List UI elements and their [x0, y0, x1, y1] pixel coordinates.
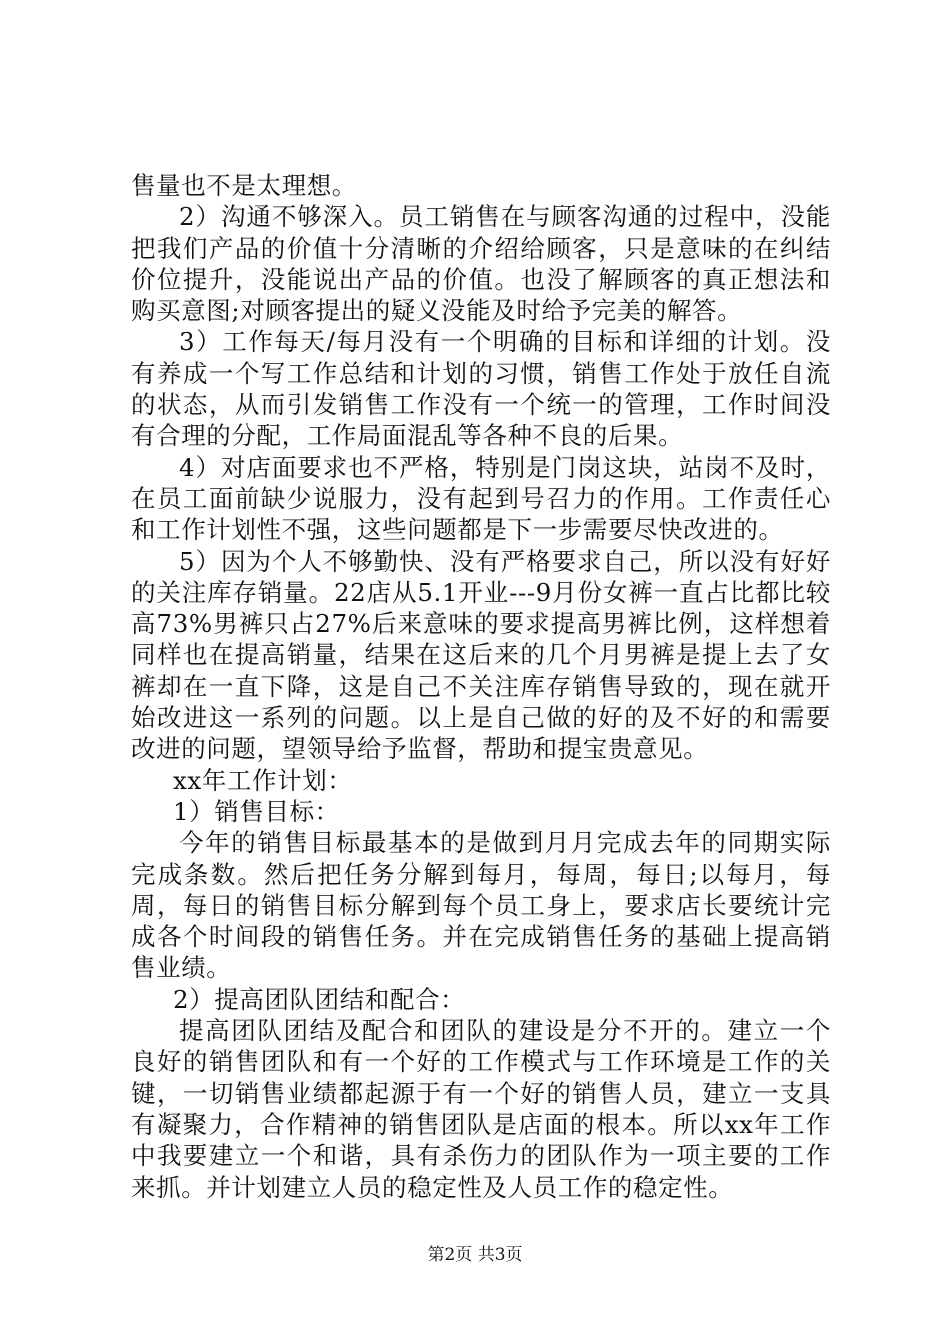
paragraph-teamwork: 提高团队团结及配合和团队的建设是分不开的。建立一个良好的销售团队和有一个好的工作模式与工作环境是工作的关键，一切销售业绩都起源于有一个好的销售人员，建立一支具有凝聚力，合作精神的销售团队是店面的根本。所以xx年工作中我要建立一个和谐，具有杀伤力的团队作为一项主要的工作来抓。并计划建立人员的稳定性及人员工作的稳定性。 [131, 1016, 831, 1202]
document-body [131, 170, 831, 1203]
heading-work-plan: xx年工作计划： [173, 765, 353, 795]
page-footer: 第2页 共3页 [427, 1245, 523, 1265]
paragraph-sales-target: 今年的销售目标最基本的是做到月月完成去年的同期实际完成条数。然后把任务分解到每月，每周，每日;以每月，每周，每日的销售目标分解到每个员工身上，要求店长要统计完成各个时间段的销售任务。并在完成销售任务的基础上提高销售业绩。 [131, 828, 831, 983]
heading-teamwork: 2）提高团队团结和配合： [173, 984, 466, 1014]
paragraph-inventory: 5）因为个人不够勤快、没有严格要求自己，所以没有好好的关注库存销量。22店从5.1开业---9月份女裤一直占比都比较高73%男裤只占27%后来意味的要求提高男裤比例，这样想着同样也在提高销量，结果在这后来的几个月男裤是提上去了女裤却在一直下降，这是自己不关注库存销售导致的，现在就开始改进这一系列的问题。以上是自己做的好的及不好的和需要改进的问题，望领导给予监督，帮助和提宝贵意见。 [131, 546, 831, 764]
heading-sales-target: 1）销售目标： [173, 796, 340, 826]
paragraph-continuation: 售量也不是太理想。 [131, 171, 357, 200]
paragraph-communication: 2）沟通不够深入。员工销售在与顾客沟通的过程中，没能把我们产品的价值十分清晰的介绍给顾客，只是意味的在纠结价位提升，没能说出产品的价值。也没了解顾客的真正想法和购买意图;对顾客提出的疑义没能及时给予完美的解答。 [131, 202, 831, 326]
paragraph-planning: 3）工作每天/每月没有一个明确的目标和详细的计划。没有养成一个写工作总结和计划的习惯，销售工作处于放任自流的状态，从而引发销售工作没有一个统一的管理，工作时间没有合理的分配，工作局面混乱等各种不良的后果。 [131, 327, 831, 451]
paragraph-store-requirements: 4）对店面要求也不严格，特别是门岗这块，站岗不及时，在员工面前缺少说服力，没有起到号召力的作用。工作责任心和工作计划性不强，这些问题都是下一步需要尽快改进的。 [131, 452, 831, 545]
